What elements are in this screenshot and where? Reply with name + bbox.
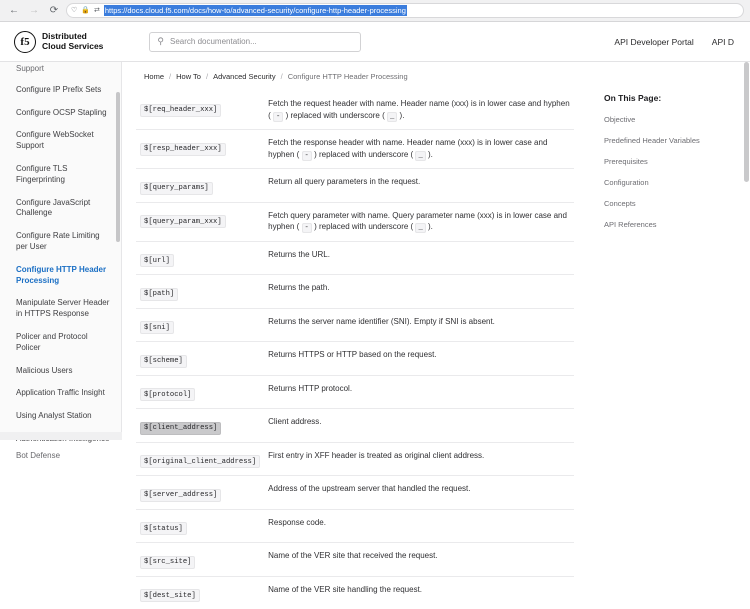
variable-cell: [136, 91, 264, 130]
address-bar[interactable]: [66, 3, 744, 18]
description-cell: Returns the URL.: [268, 249, 330, 259]
otp-link-api-references[interactable]: API References: [604, 220, 657, 229]
on-this-page-title: On This Page:: [604, 93, 662, 103]
variable-cell: [136, 342, 264, 376]
variable-cell: [136, 476, 264, 510]
otp-link-predefined-header-variables[interactable]: Predefined Header Variables: [604, 136, 700, 145]
table-row: [136, 576, 574, 609]
otp-link-prerequisites[interactable]: Prerequisites: [604, 157, 648, 166]
page-scrollbar[interactable]: [744, 62, 749, 182]
variable-code[interactable]: $[client_address]: [140, 422, 221, 435]
variable-cell: [136, 409, 264, 443]
variable-cell: [136, 241, 264, 275]
variable-code[interactable]: $[sni]: [140, 321, 174, 334]
header-nav: [614, 37, 736, 47]
otp-link-objective[interactable]: Objective: [604, 115, 636, 124]
variable-code[interactable]: $[path]: [140, 288, 178, 301]
description-cell: Return all query parameters in the request.: [268, 177, 421, 187]
inline-code: -: [302, 223, 312, 233]
search-icon: ⚲: [157, 36, 165, 46]
table-row: [136, 476, 574, 510]
table-row: [136, 169, 574, 203]
lock-icon: 🔒: [81, 7, 90, 14]
sidebar-item-configure-tls-fingerprinting[interactable]: Configure TLS Fingerprinting: [16, 163, 68, 184]
description-cell: Returns the path.: [268, 283, 330, 293]
content-row: [122, 91, 750, 609]
sidebar-item-using-analyst-station[interactable]: Using Analyst Station: [16, 411, 92, 421]
variable-code[interactable]: $[url]: [140, 254, 174, 267]
inline-code: _: [387, 112, 397, 122]
table-row: [136, 308, 574, 342]
description-cell: First entry in XFF header is treated as original client address.: [268, 450, 485, 460]
otp-link-configuration[interactable]: Configuration: [604, 178, 649, 187]
url-text[interactable]: https://docs.cloud.f5.com/docs/how-to/advanced-security/configure-http-header-processing: [104, 6, 406, 15]
variable-code[interactable]: $[query_param_xxx]: [140, 215, 226, 228]
description-cell: Response code.: [268, 517, 326, 527]
sidebar: [0, 62, 122, 460]
sidebar-item-configure-ip-prefix-sets[interactable]: Configure IP Prefix Sets: [16, 84, 102, 94]
breadcrumb-how-to[interactable]: How To: [176, 72, 201, 81]
reader-mode-icon[interactable]: ⇄: [94, 7, 100, 14]
breadcrumb-separator-3: /: [280, 72, 283, 81]
sidebar-item-bot-defense[interactable]: Bot Defense: [16, 450, 61, 460]
sidebar-scrollbar[interactable]: [116, 92, 120, 242]
search-placeholder: Search documentation...: [170, 37, 257, 46]
f5-logo-icon: f5: [14, 31, 36, 53]
inline-code: _: [415, 151, 425, 161]
breadcrumb-separator-2: /: [205, 72, 209, 81]
description-cell: Fetch the request header with name. Header name (xxx) is in lower case and hyphen ( - ) replaced with underscore ( _ ).: [268, 99, 570, 121]
variable-cell: [136, 375, 264, 409]
page-body: [0, 62, 750, 600]
breadcrumb-separator-1: /: [169, 72, 172, 81]
table-row: [136, 543, 574, 577]
inline-code: -: [273, 112, 283, 122]
sidebar-item-application-traffic-insight[interactable]: Application Traffic Insight: [16, 388, 105, 398]
variable-code[interactable]: $[scheme]: [140, 355, 187, 368]
otp-link-concepts[interactable]: Concepts: [604, 199, 636, 208]
variable-code[interactable]: $[req_header_xxx]: [140, 104, 221, 117]
table-row: [136, 442, 574, 476]
variable-cell: [136, 576, 264, 609]
nav-item-api-developer-portal[interactable]: API Developer Portal: [614, 36, 694, 47]
inline-code: _: [415, 223, 425, 233]
table-row: [136, 342, 574, 376]
browser-toolbar: [0, 0, 750, 22]
nav-item-api-d[interactable]: API D: [711, 36, 734, 47]
variable-code[interactable]: $[src_site]: [140, 556, 195, 569]
description-cell: Address of the upstream server that handled the request.: [268, 484, 471, 494]
navigation-buttons: [6, 5, 60, 17]
variable-cell: [136, 509, 264, 543]
description-cell: Fetch query parameter with name. Query parameter name (xxx) is in lower case and hyphen ( - ) replaced with underscore ( _ ).: [268, 210, 567, 233]
table-row: [136, 509, 574, 543]
sidebar-item-configure-websocket-support[interactable]: Configure WebSocket Support: [16, 130, 94, 151]
breadcrumb-current: Configure HTTP Header Processing: [287, 72, 408, 81]
on-this-page-panel: [604, 91, 724, 609]
sidebar-item-configure-javascript-challenge[interactable]: Configure JavaScript Challenge: [16, 197, 91, 218]
sidebar-item-configure-rate-limiting-per-user[interactable]: Configure Rate Limiting per User: [16, 231, 100, 251]
description-cell: Returns the server name identifier (SNI). Empty if SNI is absent.: [268, 316, 495, 326]
main-content: [122, 62, 750, 600]
breadcrumb-home[interactable]: Home: [144, 72, 165, 81]
variable-code[interactable]: $[status]: [140, 522, 187, 535]
table-row: [136, 241, 574, 275]
sidebar-item-configure-http-header-processing[interactable]: Configure HTTP Header Processing: [16, 264, 107, 285]
table-row: [136, 275, 574, 309]
site-header: [0, 22, 750, 62]
predefined-header-variables-table: [136, 91, 574, 609]
table-row: [136, 202, 574, 241]
variable-code[interactable]: $[original_client_address]: [140, 455, 260, 468]
sidebar-item-manipulate-server-header[interactable]: Manipulate Server Header in HTTPS Response: [16, 298, 110, 319]
breadcrumb-advanced-security[interactable]: Advanced Security: [213, 72, 276, 81]
refresh-icon[interactable]: ⟳: [49, 4, 59, 16]
table-row: [136, 130, 574, 169]
logo-line-1: Distributed: [42, 30, 87, 41]
variable-code[interactable]: $[dest_site]: [140, 589, 200, 602]
variable-cell: [136, 202, 264, 241]
variable-cell: [136, 169, 264, 203]
table-row: [136, 409, 574, 443]
variable-cell: [136, 308, 264, 342]
shield-icon[interactable]: ♡: [71, 7, 78, 14]
variable-code[interactable]: $[resp_header_xxx]: [140, 143, 226, 156]
variables-table-container: [122, 91, 574, 609]
variable-code[interactable]: $[server_address]: [140, 489, 221, 502]
variable-cell: [136, 543, 264, 577]
sidebar-item-policer-and-protocol-policer[interactable]: Policer and Protocol Policer: [16, 331, 88, 352]
description-cell: Name of the VER site that received the request.: [268, 551, 438, 561]
description-cell: Client address.: [268, 417, 322, 427]
variable-code[interactable]: $[protocol]: [140, 388, 195, 401]
sidebar-item-configure-ocsp-stapling[interactable]: Configure OCSP Stapling: [16, 107, 107, 117]
site-logo[interactable]: [14, 31, 103, 53]
search-input[interactable]: [149, 32, 361, 52]
sidebar-bottom-strip: [0, 432, 122, 440]
breadcrumb: [122, 72, 750, 91]
variable-cell: [136, 442, 264, 476]
forward-icon[interactable]: →: [29, 4, 39, 16]
description-cell: Fetch the response header with name. Header name (xxx) is in lower case and hyphen ( - ) replaced with underscore ( _ ).: [268, 138, 548, 160]
description-cell: Returns HTTP protocol.: [268, 383, 353, 393]
description-cell: Name of the VER site handling the request.: [268, 584, 423, 594]
description-cell: Returns HTTPS or HTTP based on the request.: [268, 350, 437, 360]
logo-line-2: Cloud Services: [42, 40, 104, 51]
variable-cell: [136, 130, 264, 169]
back-icon[interactable]: ←: [9, 4, 19, 16]
table-row: [136, 91, 574, 130]
table-row: [136, 375, 574, 409]
logo-text: [42, 32, 103, 52]
variable-cell: [136, 275, 264, 309]
sidebar-item-support[interactable]: Support: [16, 64, 45, 73]
variable-code[interactable]: $[query_params]: [140, 182, 213, 195]
sidebar-item-malicious-users[interactable]: Malicious Users: [16, 365, 73, 375]
inline-code: -: [302, 151, 312, 161]
